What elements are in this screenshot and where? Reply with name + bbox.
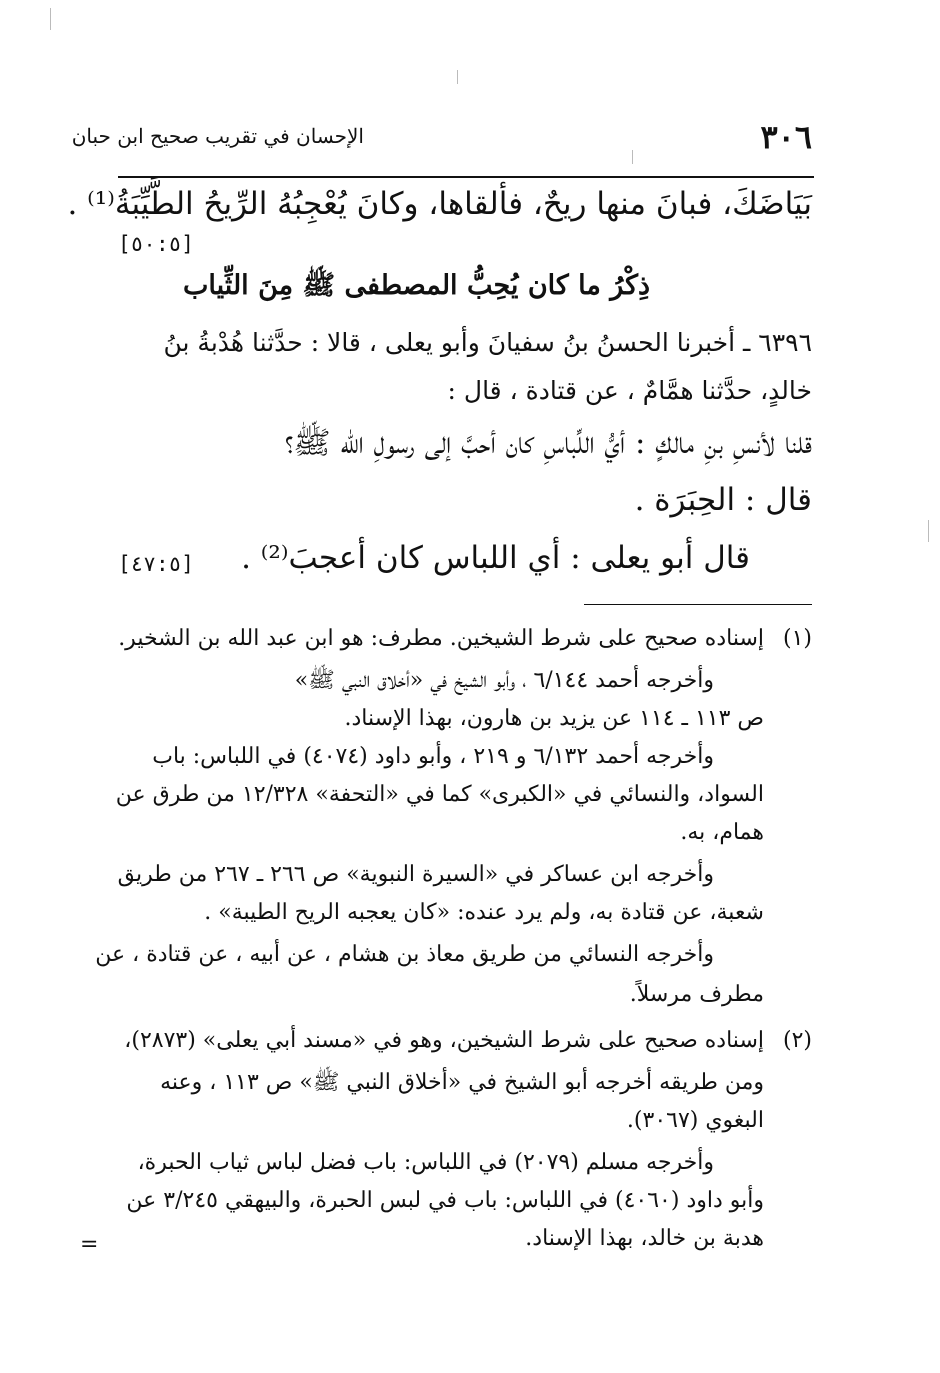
hadith-chain-line-2: خالدٍ، حدَّثنا همَّامٌ ، عن قتادة ، قال : bbox=[447, 376, 812, 405]
matn-line-3: قال أبو يعلى : أي اللباس كان أعجبَ⁽²⁾ . bbox=[241, 540, 750, 576]
footnote-1-line: وأخرجه أحمد ٦/١٣٢ و ٢١٩ ، وأبو داود (٤٠٧٤) في اللباس: باب bbox=[152, 744, 714, 769]
hadith-chain-line-1: ٦٣٩٦ ـ أخبرنا الحسنُ بنُ سفيانَ وأبو يعلى ، قالا : حدَّثنا هُدْبةُ بنُ bbox=[163, 328, 812, 357]
footnote-2-line: هدبة بن خالد، بهذا الإسناد. bbox=[525, 1226, 764, 1251]
section-heading: ذِكْرُ ما كان يُحِبُّ المصطفى ﷺ مِنَ الثِّياب bbox=[183, 270, 650, 301]
footnote-1-line: وأخرجه أحمد ٦/١٤٤ ، وأبو الشيخ في «أخلاق النبي ﷺ» bbox=[294, 668, 714, 693]
matn-line-2: قال : الحِبَرَة . bbox=[634, 482, 812, 518]
footnote-rule bbox=[584, 604, 812, 605]
footnote-2-line: البغوي (٣٠٦٧). bbox=[626, 1108, 764, 1133]
footnote-2-line: وأبو داود (٤٠٦٠) في اللباس: باب في لبس الحبرة، والبيهقي ٣/٢٤٥ عن bbox=[126, 1188, 764, 1213]
footnote-1-line: وأخرجه النسائي من طريق معاذ بن هشام ، عن أبيه ، عن قتادة ، عن bbox=[95, 942, 714, 967]
footnote-2-line: إسناده صحيح على شرط الشيخين، وهو في «مسند أبي يعلى» (٢٨٧٣)، bbox=[124, 1028, 764, 1053]
footnote-2-label: (٢) bbox=[782, 1028, 812, 1053]
page-number: ٣٠٦ bbox=[760, 118, 812, 156]
reference-1: [٥٠:٥] bbox=[118, 232, 194, 256]
scan-mark bbox=[50, 8, 51, 30]
footnote-1-line: وأخرجه ابن عساكر في «السيرة النبوية» ص ٢٦٦ ـ ٢٦٧ من طريق bbox=[117, 862, 714, 887]
footnote-2-line: وأخرجه مسلم (٢٠٧٩) في اللباس: باب فضل لباس ثياب الحبرة، bbox=[137, 1150, 714, 1175]
footnote-1-line: إسناده صحيح على شرط الشيخين. مطرف: هو ابن عبد الله بن الشخير. bbox=[118, 626, 764, 651]
scan-mark bbox=[632, 150, 633, 164]
footnote-1-line: مطرف مرسلاً. bbox=[629, 982, 764, 1007]
continuation-mark: = bbox=[80, 1232, 99, 1257]
footnote-1-line: السواد، والنسائي في «الكبرى» كما في «التحفة» ١٢/٣٢٨ من طرق عن bbox=[115, 782, 764, 807]
main-line-1: بَيَاضَكَ، فبانَ منها ريحٌ، فألقاها، وكانَ يُعْجِبُهُ الرِّيحُ الطَّيِّبَةُ⁽¹⁾ . bbox=[67, 186, 812, 222]
footnote-2-line: ومن طريقه أخرجه أبو الشيخ في «أخلاق النبي ﷺ» ص ١١٣ ، وعنه bbox=[160, 1070, 764, 1095]
header-rule bbox=[118, 176, 814, 178]
matn-line-1: قلنا لأنسِ بنِ مالكٍ : أيُّ اللِّباسِ كان أحبَّ إلى رسولِ الله ﷺ؟ bbox=[284, 425, 812, 461]
running-title: الإحسان في تقريب صحيح ابن حبان bbox=[71, 124, 364, 148]
footnote-1-line: شعبة، عن قتادة به، ولم يرد عنده: «كان يعجبه الريح الطيبة» . bbox=[204, 900, 764, 925]
footnote-1-line: ص ١١٣ ـ ١١٤ عن يزيد بن هارون، بهذا الإسناد. bbox=[344, 706, 764, 731]
footnote-1-line: همام، به. bbox=[680, 820, 764, 845]
footnote-1-label: (١) bbox=[782, 626, 812, 651]
reference-2: [٤٧:٥] bbox=[118, 552, 194, 576]
scan-mark bbox=[928, 520, 929, 542]
scan-mark bbox=[457, 70, 458, 84]
